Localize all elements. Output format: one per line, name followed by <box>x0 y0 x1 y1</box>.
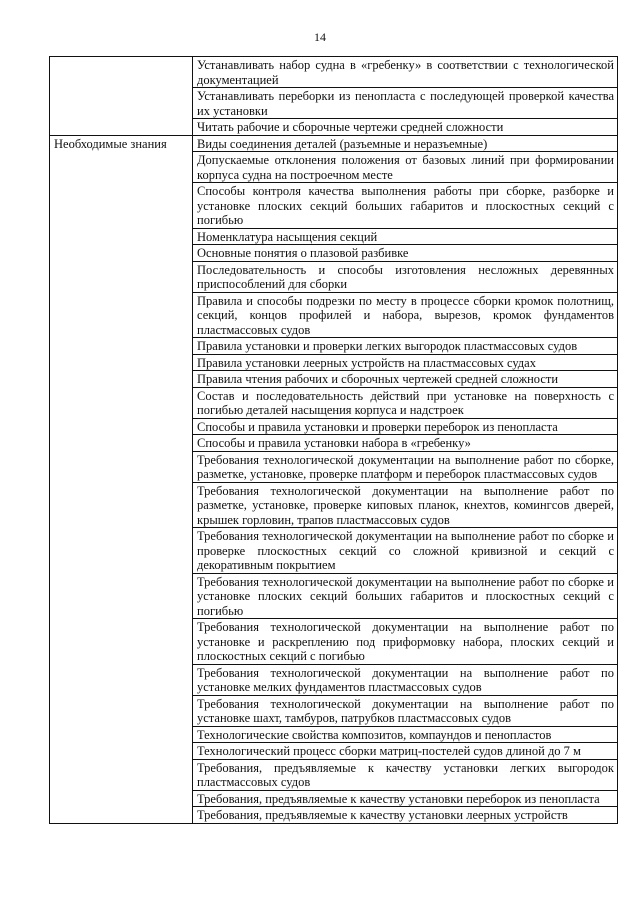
table-cell: Требования технологической документации на выполнение работ по установке шахт, тамбуров, патрубков пластмассовых судов <box>193 695 618 726</box>
table-cell: Последовательность и способы изготовления несложных деревянных приспособлений для сборки <box>193 261 618 292</box>
table-cell: Правила установки и проверки легких выгородок пластмассовых судов <box>193 338 618 355</box>
table-cell: Допускаемые отклонения положения от базовых линий при формировании корпуса судна на построечном месте <box>193 152 618 183</box>
table-cell: Требования технологической документации на выполнение работ по сборке и проверке плоскостных секций со сложной кривизной и секций с декоративным покрытием <box>193 528 618 574</box>
table-cell: Требования, предъявляемые к качеству установки леерных устройств <box>193 807 618 824</box>
competency-table-body <box>50 57 618 824</box>
table-cell: Технологический процесс сборки матриц-постелей судов длиной до 7 м <box>193 743 618 760</box>
table-row <box>50 135 618 152</box>
table-cell: Читать рабочие и сборочные чертежи средней сложности <box>193 119 618 136</box>
competency-table <box>49 56 618 824</box>
table-cell: Правила чтения рабочих и сборочных чертежей средней сложности <box>193 371 618 388</box>
table-cell: Устанавливать набор судна в «гребенку» в соответствии с технологической документацией <box>193 57 618 88</box>
table-cell: Устанавливать переборки из пенопласта с последующей проверкой качества их установки <box>193 88 618 119</box>
table-cell: Требования технологической документации на выполнение работ по разметке, установке, проверке киповых планок, кнехтов, комингсов дверей, крышек горловин, трапов пластмассовых судов <box>193 482 618 528</box>
table-cell: Правила и способы подрезки по месту в процессе сборки кромок полотнищ, секций, концов профилей и набора, вырезов, кромок фундаментов пластмассовых судов <box>193 292 618 338</box>
table-cell: Основные понятия о плазовой разбивке <box>193 245 618 262</box>
table-cell: Виды соединения деталей (разъемные и неразъемные) <box>193 135 618 152</box>
table-row <box>50 57 618 88</box>
table-cell: Правила установки леерных устройств на пластмассовых судах <box>193 354 618 371</box>
empty-label-cell <box>50 57 193 136</box>
table-cell: Требования технологической документации на выполнение работ по сборке и установке плоских секций больших габаритов и плоскостных секций с погибью <box>193 573 618 619</box>
table-cell: Технологические свойства композитов, компаундов и пенопластов <box>193 726 618 743</box>
table-cell: Требования, предъявляемые к качеству установки легких выгородок пластмассовых судов <box>193 759 618 790</box>
table-cell: Способы и правила установки и проверки переборок из пенопласта <box>193 418 618 435</box>
table-cell: Требования технологической документации на выполнение работ по установке мелких фундаментов пластмассовых судов <box>193 664 618 695</box>
page-number: 14 <box>314 30 326 44</box>
table-cell: Номенклатура насыщения секций <box>193 228 618 245</box>
table-cell: Состав и последовательность действий при установке на поверхность с погибью деталей насыщения корпуса и надстроек <box>193 387 618 418</box>
table-cell: Требования технологической документации на выполнение работ по сборке, разметке, установке, проверке платформ и переборок пластмассовых судов <box>193 451 618 482</box>
table-cell: Требования, предъявляемые к качеству установки переборок из пенопласта <box>193 790 618 807</box>
table-cell: Требования технологической документации на выполнение работ по установке и раскреплению под приформовку набора, плоских секций и плоскостных секций с погибью <box>193 619 618 665</box>
table-cell: Способы и правила установки набора в «гребенку» <box>193 435 618 452</box>
table-cell: Способы контроля качества выполнения работы при сборке, разборке и установке плоских секций больших габаритов и плоскостных секций с погибью <box>193 183 618 229</box>
section-label: Необходимые знания <box>50 135 193 823</box>
